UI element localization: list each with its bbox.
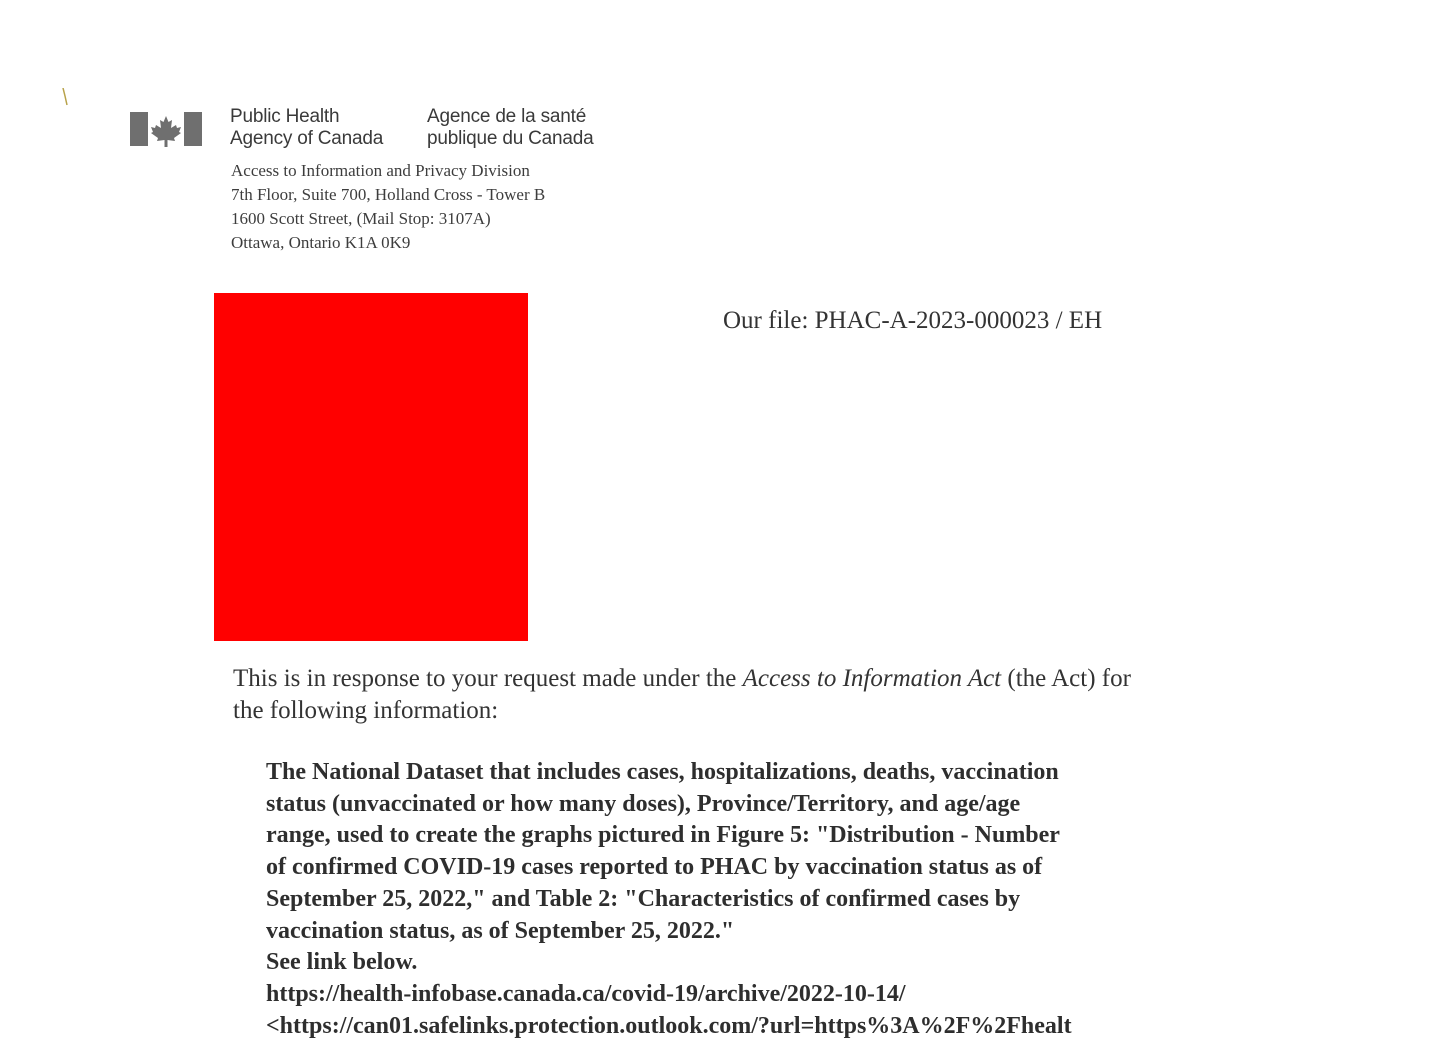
agency-name-french-line-2: publique du Canada [427, 128, 594, 149]
address-line: 7th Floor, Suite 700, Holland Cross - Tower B [231, 185, 546, 204]
request-text-block [266, 757, 1226, 1042]
redaction-block [214, 293, 528, 641]
request-link[interactable]: <https://can01.safelinks.protection.outlook.com/?url=https%3A%2F%2Fhealt [266, 1012, 1072, 1039]
intro-text-before-act: This is in response to your request made under the [233, 665, 743, 692]
agency-name-english-line-1: Public Health [230, 106, 340, 127]
intro-line-2: the following information: [233, 697, 499, 724]
act-name: Access to Information Act [742, 665, 1002, 692]
scan-speck-mark [62, 88, 68, 106]
agency-name-french-line-1: Agence de la santé [427, 106, 587, 127]
return-address [231, 159, 545, 255]
request-line: range, used to create the graphs pictured in Figure 5: "Distribution - Number [266, 822, 1060, 849]
address-line: Ottawa, Ontario K1A 0K9 [231, 233, 411, 252]
request-line: September 25, 2022," and Table 2: "Characteristics of confirmed cases by [266, 885, 1021, 912]
address-line: Access to Information and Privacy Division [231, 161, 530, 180]
request-line: The National Dataset that includes cases, hospitalizations, deaths, vaccination [266, 759, 1059, 785]
request-line: of confirmed COVID-19 cases reported to PHAC by vaccination status as of [266, 854, 1043, 881]
file-reference: Our file: PHAC-A-2023-000023 / EH [723, 307, 1103, 334]
request-line: status (unvaccinated or how many doses), Province/Territory, and age/age [266, 790, 1021, 817]
request-line: vaccination status, as of September 25, 2022." [266, 917, 735, 944]
address-line: 1600 Scott Street, (Mail Stop: 3107A) [231, 209, 491, 228]
intro-text-after-act: (the Act) for [1001, 665, 1131, 692]
agency-name-english [230, 106, 383, 150]
agency-name-french [427, 106, 594, 150]
agency-name-english-line-2: Agency of Canada [230, 128, 384, 149]
canada-flag-icon [130, 110, 202, 148]
request-line: See link below. [266, 949, 418, 976]
intro-line-1 [233, 663, 1233, 695]
intro-paragraph [233, 663, 1233, 727]
request-link[interactable]: https://health-infobase.canada.ca/covid-19/archive/2022-10-14/ [266, 980, 906, 1007]
